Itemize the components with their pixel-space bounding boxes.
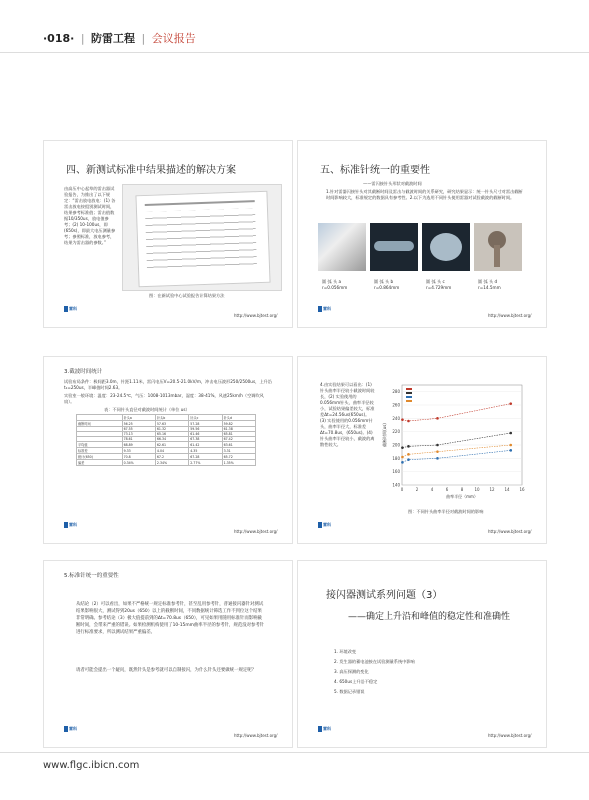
table-cell: 73.13 [122, 432, 155, 437]
y-tick-label: 180 [392, 455, 400, 461]
table-cell: 67.55 [122, 427, 155, 432]
table-row [77, 460, 256, 466]
table-cell: 56.25 [122, 421, 155, 427]
slide-title: 四、新测试标准中结果描述的解决方案 [66, 165, 236, 176]
list-item: 1. 环境改变 [334, 649, 357, 654]
slide-body: 由高压中心起草的雷击器试验报告，为推出了以下规定：“雷击放电放电：(1) 各雷击放电按组别测试时间，结果参考标准值；雷击值数据10/350us，放电值参考；(2) 10-100us，即(650s)，即最大电压测量参考；参照标准，放电参考，结果为雷击器的参数。” [64, 186, 116, 245]
list-item: 5. 数据记录错误 [334, 689, 365, 694]
photo-label-d: 圆 弧 头 d r=14.5mm [478, 279, 501, 290]
photo-label-c: 圆 弧 头 c r=4.729mm [426, 279, 452, 290]
table-cell: 统计(650) [77, 454, 123, 460]
needle-photo-a [318, 223, 366, 271]
chart-caption: 图：不同针头曲率半径对截波时间的影响 [408, 509, 484, 514]
slide-solution [43, 140, 293, 328]
company-logo: 雷科 [64, 726, 78, 736]
table-cell: 67.42 [222, 437, 255, 442]
table-cell: 61.42 [189, 442, 222, 448]
page-header [43, 30, 196, 46]
table-cell: 针头a [122, 415, 155, 421]
data-table [76, 414, 256, 466]
legend-swatch [406, 396, 412, 398]
table-cell: 65.81 [222, 432, 255, 437]
slide-body: 试验布局条件：极间距3.0m，针距1.11米，雷闪电压V=20.5-21.0kV/m，冲击电压波形250/2500us，上升沿t₁=250us，半峰值时间2.63。 [64, 379, 272, 390]
page-number: ·018· [43, 32, 75, 45]
slide-url: http://www.bjtest.org/ [488, 529, 532, 534]
table-cell: 63.61 [222, 442, 255, 448]
slide-url: http://www.bjtest.org/ [234, 313, 278, 318]
company-logo: 雷科 [64, 306, 78, 316]
list-item: 4. 650us上升沿不稳定 [334, 679, 378, 684]
slide-title: 3.截波时间统计 [64, 369, 103, 375]
x-tick-label: 0 [400, 487, 404, 492]
slide-title: 接闪器测试系列问题（3） [326, 590, 443, 601]
data-point [401, 456, 404, 459]
x-tick-label: 16 [519, 487, 525, 492]
table-cell: 57.63 [155, 421, 188, 427]
y-tick-label: 260 [392, 402, 400, 408]
legend-swatch [406, 400, 412, 402]
company-logo: 雷科 [318, 726, 332, 736]
table-cell: 78.61 [122, 437, 155, 442]
table-cell: 61.46 [189, 432, 222, 437]
needle-photo-b [370, 223, 418, 271]
data-point [401, 446, 404, 449]
table-title: 表：不同针头直径对截波时间统计（单位 us） [104, 407, 190, 412]
data-point [401, 418, 404, 421]
slide-subtitle: ——确定上升沿和峰值的稳定性和准确性 [348, 612, 511, 622]
topic-list [334, 649, 415, 699]
table-cell: 针头d [222, 415, 255, 421]
y-tick-label: 200 [392, 442, 400, 448]
slide-conclusion-chart [297, 356, 547, 544]
x-tick-label: 14 [504, 487, 510, 492]
slide-question: 请者可能会提出一个疑问，既然针头是参考就可以自制接闪，为什么针头还要做统一规定呢？ [76, 668, 257, 673]
data-point [436, 457, 439, 460]
slide-unified-needle [43, 560, 293, 748]
company-logo: 雷科 [318, 522, 332, 532]
needle-photo-c [422, 223, 470, 271]
table-cell: 57.28 [189, 421, 222, 427]
table-cell: 70.8 [122, 454, 155, 460]
table-cell: 0.34% [122, 460, 155, 466]
y-tick-label: 160 [392, 469, 400, 475]
table-cell: 针头b [155, 415, 188, 421]
data-point [436, 444, 439, 447]
x-axis-label: 曲率半径（mm） [446, 494, 478, 499]
slide-title: 五、标准针统一的重要性 [320, 165, 430, 176]
data-point [509, 432, 512, 435]
slide-standard-importance [297, 140, 547, 328]
slide-body: 1.针对雷器闪接针头对其截断时间及雷击与截波时间的关系研究，研究结果显示：统一针头尺寸对雷击截断时间影响较大，标准规定的数据具有参考性。2.以下为选用不同针头使用雷器对试验截波的截断时间。 [326, 189, 523, 200]
table-cell: 67.28 [189, 454, 222, 460]
x-tick-label: 4 [430, 487, 434, 492]
slide-body-env: 实验室一般环境：温度：23-24.5℃，气压：1008-1013mbar，湿度：38-41%，风速25km/h（空调吹风扇）。 [64, 393, 264, 404]
company-logo: 雷科 [64, 522, 78, 532]
data-point [407, 458, 410, 461]
table-cell: 66.34 [155, 437, 188, 442]
table-cell: 9.33 [122, 448, 155, 454]
slide-series-problem [297, 560, 547, 748]
photo-caption: 图：在新试验中心试验报告计算结果方法 [149, 293, 225, 298]
table-cell: 59.82 [222, 421, 255, 427]
data-point [509, 449, 512, 452]
slide-statistics [43, 356, 293, 544]
section-label: 会议报告 [151, 32, 196, 45]
data-point [509, 444, 512, 447]
table-cell: 65.16 [155, 432, 188, 437]
plot-area [402, 385, 522, 485]
table-cell: 1.35% [222, 460, 255, 466]
x-tick-label: 12 [489, 487, 495, 492]
company-logo: 雷科 [318, 306, 332, 316]
data-point [436, 417, 439, 420]
curvature-chart [378, 377, 538, 507]
slide-title: 5.标准针统一的重要性 [64, 573, 119, 579]
table-cell: 67.38 [189, 437, 222, 442]
list-item: 3. 高压探测的变化 [334, 669, 369, 674]
slide-subtitle: ——雷闪接针头形状对截波时间 [363, 181, 422, 186]
y-axis-label: 截断时间(us) [382, 423, 387, 447]
report-photo [122, 184, 282, 291]
table-cell: 4.04 [155, 448, 188, 454]
footer-url: www.flgc.ibicn.com [43, 760, 140, 771]
slide-url: http://www.bjtest.org/ [488, 733, 532, 738]
footer-rule [0, 752, 589, 753]
table-cell: 针头c [189, 415, 222, 421]
slide-url: http://www.bjtest.org/ [234, 529, 278, 534]
data-point [436, 450, 439, 453]
table-cell: 65.72 [222, 454, 255, 460]
data-point [407, 445, 410, 448]
table-cell: 67.2 [155, 454, 188, 460]
table-cell: 62.61 [155, 442, 188, 448]
table-cell: 2.34% [155, 460, 188, 466]
photo-label-b: 圆 弧 头 b r=0.864mm [374, 279, 400, 290]
header-divider: | [141, 32, 146, 45]
legend-swatch [406, 392, 412, 394]
table-cell: 平均值 [77, 442, 123, 448]
slide-body: 4.由实验结果可以看出：(1) 针头曲率半径较小截波时间较长，(2) 实验使用的0.056mm针头，曲率半径较小，试验结果偏差较大，标准差Δt=24.56us(650us)。(3) 实验使用的0.056mm针头，曲率半径大，标准差Δt=70.8us，(650us)。(4) 针头曲率半径较小，截波的离散性较大。 [320, 382, 375, 447]
table-cell: 偏差 [77, 460, 123, 466]
x-tick-label: 8 [460, 487, 464, 492]
slide-body: 从结论（2）可以看出，如果不严格统一规定标准参考针，甚至乱用参考针，普通接闪器针对测试结果影响很大，测试得到20us（650）以上的截断时间，不同数据统计筛选工作不到位这个结果非常明确。参考结论（3）极大值提前到的Δt=70.8us（650），可见如果用随用标准针而影响截断时间，会带来严重的错误。如果检测机构使用了10-15mm曲率半径的参考针，规范没对参考针进行标准要求，所以测试结果严重偏差。 [76, 602, 265, 635]
journal-category: 防雷工程 [91, 32, 136, 45]
table-cell: 61.38 [222, 427, 255, 432]
table-cell: 截断时间 [77, 421, 123, 427]
x-tick-label: 2 [415, 487, 419, 492]
header-divider: | [80, 32, 85, 45]
table-cell: 标准差 [77, 448, 123, 454]
data-point [407, 453, 410, 456]
data-point [509, 402, 512, 405]
x-tick-label: 10 [474, 487, 480, 492]
table-cell: 3.31 [222, 448, 255, 454]
y-tick-label: 280 [392, 389, 400, 395]
photo-label-a: 圆 弧 头 a r=0.056mm [322, 279, 348, 290]
table-cell: 59.56 [189, 427, 222, 432]
data-point [401, 461, 404, 464]
header-rule [0, 52, 589, 53]
legend-swatch [406, 388, 412, 390]
table-cell: 61.32 [155, 427, 188, 432]
y-tick-label: 220 [392, 429, 400, 435]
y-tick-label: 140 [392, 482, 400, 488]
slide-url: http://www.bjtest.org/ [488, 313, 532, 318]
list-item: 2. 发生器的蓄电池接在试验测量系统中影响 [334, 659, 415, 664]
slide-url: http://www.bjtest.org/ [234, 733, 278, 738]
y-tick-label: 240 [392, 415, 400, 421]
table-cell: 2.77% [189, 460, 222, 466]
table-cell: 68.89 [122, 442, 155, 448]
data-point [407, 420, 410, 423]
table-cell: 4.35 [189, 448, 222, 454]
x-tick-label: 6 [445, 487, 449, 492]
needle-photo-d [474, 223, 522, 271]
